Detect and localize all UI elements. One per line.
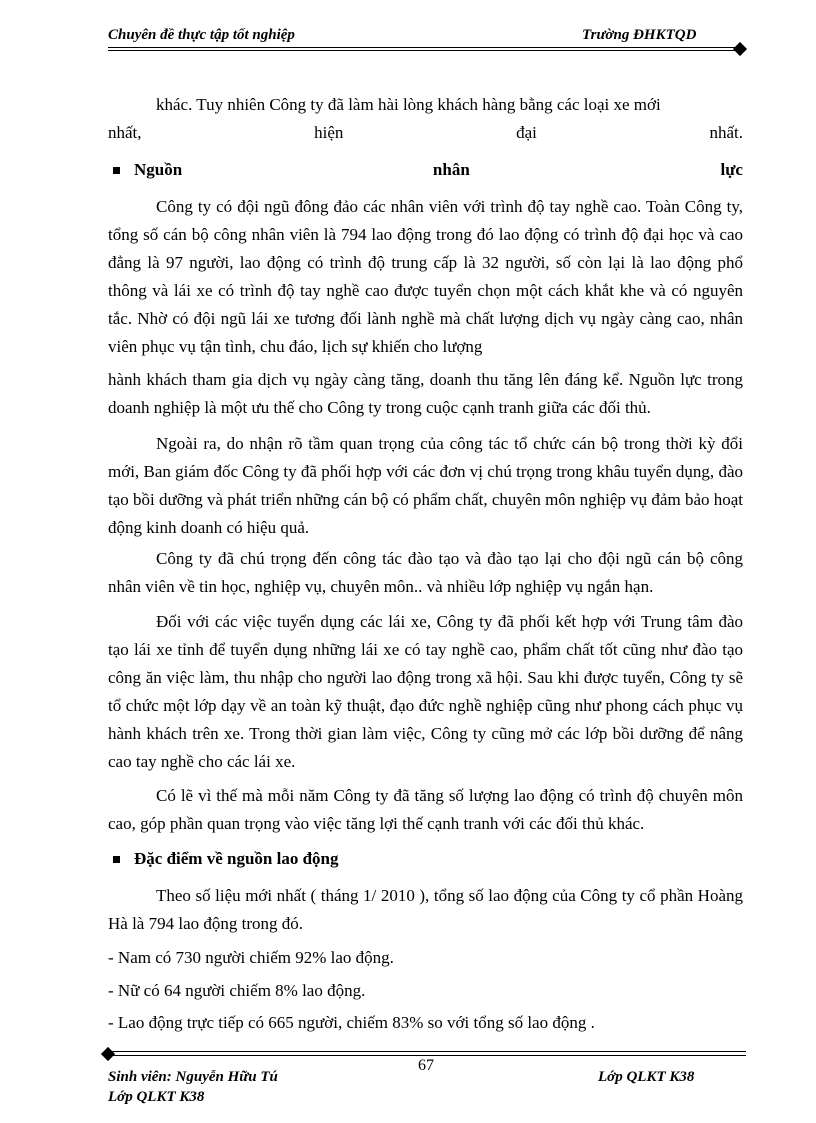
heading-word: Nguồn bbox=[134, 160, 183, 179]
list-item-direct-labor: - Lao động trực tiếp có 665 người, chiếm 83% so với tổng số lao động . bbox=[108, 1013, 595, 1032]
header-rule-top bbox=[108, 47, 738, 48]
paragraph-3: Ngoài ra, do nhận rõ tầm quan trọng của công tác tổ chức cán bộ trong thời kỳ đổi mới, Ban giám đốc Công ty đã phối hợp với các đơn vị chú trọng trong khâu tuyển dụng, đào tạo bồi dưỡng và phát triển những cán bộ có phẩm chất, chuyên môn nghiệp vụ đảm bảo hoạt động kinh doanh có hiệu quả. bbox=[108, 434, 744, 537]
footer-rule-top bbox=[110, 1051, 746, 1052]
footer-class-left: Lớp QLKT K38 bbox=[108, 1089, 205, 1105]
header-rule-bottom bbox=[108, 50, 738, 51]
page-number: 67 bbox=[418, 1057, 434, 1074]
footer-student-name: Sinh viên: Nguyễn Hữu Tú bbox=[108, 1069, 278, 1085]
paragraph-4: Công ty đã chú trọng đến công tác đào tạo và đào tạo lại cho đội ngũ cán bộ công nhân viên về tin học, nghiệp vụ, chuyên môn.. và nhiều lớp nghiệp vụ ngắn hạn. bbox=[108, 549, 743, 596]
paragraph-1-line-2 bbox=[108, 119, 743, 147]
heading-text: Đặc điểm về nguồn lao động bbox=[134, 849, 339, 868]
header-diamond-ornament bbox=[733, 42, 747, 56]
word: nhất. bbox=[709, 123, 743, 142]
word: đại bbox=[516, 123, 537, 142]
heading-word: nhân bbox=[432, 160, 470, 179]
word: nhất, bbox=[108, 123, 142, 142]
header-right-title: Trường ĐHKTQD bbox=[582, 27, 697, 43]
footer-diamond-ornament bbox=[101, 1047, 115, 1061]
section-heading-nguon-nhan-luc bbox=[108, 156, 743, 184]
paragraph-1-line-1: khác. Tuy nhiên Công ty đã làm hài lòng khách hàng bằng các loại xe mới bbox=[156, 95, 661, 114]
list-item-female: - Nữ có 64 người chiếm 8% lao động. bbox=[108, 981, 366, 1000]
header-left-title: Chuyên đề thực tập tốt nghiệp bbox=[108, 27, 295, 43]
footer-class-right: Lớp QLKT K38 bbox=[598, 1069, 695, 1085]
paragraph-5: Đối với các việc tuyển dụng các lái xe, Công ty đã phối kết hợp với Trung tâm đào tạo lái xe tỉnh để tuyển dụng những lái xe có tay nghề cao, phẩm chất tốt cũng như đào tạo công ăn việc làm, thu nhập cho người lao động trong xã hội. Sau khi được tuyển, Công ty sẽ tổ chức một lớp dạy về an toàn kỹ thuật, đạo đức nghề nghiệp cũng như phong cách phục vụ hành khách trên xe. Trong thời gian làm việc, Công ty cũng mở các lớp bồi dưỡng để nâng cao tay nghề cho các lái xe. bbox=[108, 612, 743, 771]
heading-word: lực bbox=[720, 160, 743, 179]
word: hiện bbox=[314, 123, 344, 142]
section-heading-dac-diem bbox=[108, 845, 743, 873]
footer-rule-bottom bbox=[110, 1055, 746, 1056]
paragraph-7: Theo số liệu mới nhất ( tháng 1/ 2010 ), tổng số lao động của Công ty cổ phần Hoàng Hà là 794 lao động trong đó. bbox=[108, 886, 743, 933]
square-bullet-icon bbox=[113, 167, 120, 174]
list-item-male: - Nam có 730 người chiếm 92% lao động. bbox=[108, 948, 394, 967]
square-bullet-icon bbox=[113, 856, 120, 863]
paragraph-2-continued: hành khách tham gia dịch vụ ngày càng tăng, doanh thu tăng lên đáng kể. Nguồn lực trong doanh nghiệp là một ưu thế cho Công ty trong cuộc cạnh tranh giữa các đối thủ. bbox=[108, 370, 743, 417]
paragraph-6: Có lẽ vì thế mà mỗi năm Công ty đã tăng số lượng lao động có trình độ chuyên môn cao, góp phần quan trọng vào việc tăng lợi thế cạnh tranh với các đối thủ khác. bbox=[108, 786, 743, 833]
paragraph-2: Công ty có đội ngũ đông đảo các nhân viên với trình độ tay nghề cao. Toàn Công ty, tổng số cán bộ công nhân viên là 794 lao động trong đó lao động có trình độ đại học và cao đẳng là 97 người, lao động có trình độ trung cấp là 32 người, số còn lại là lao động phổ thông và lái xe có trình độ tay nghề cao được tuyển chọn một cách khắt khe và có nguyên tắc. Nhờ có đội ngũ lái xe tương đối lành nghề mà chất lượng dịch vụ ngày càng cao, nhân viên phục vụ tận tình, chu đáo, lịch sự khiến cho lượng bbox=[108, 197, 743, 356]
